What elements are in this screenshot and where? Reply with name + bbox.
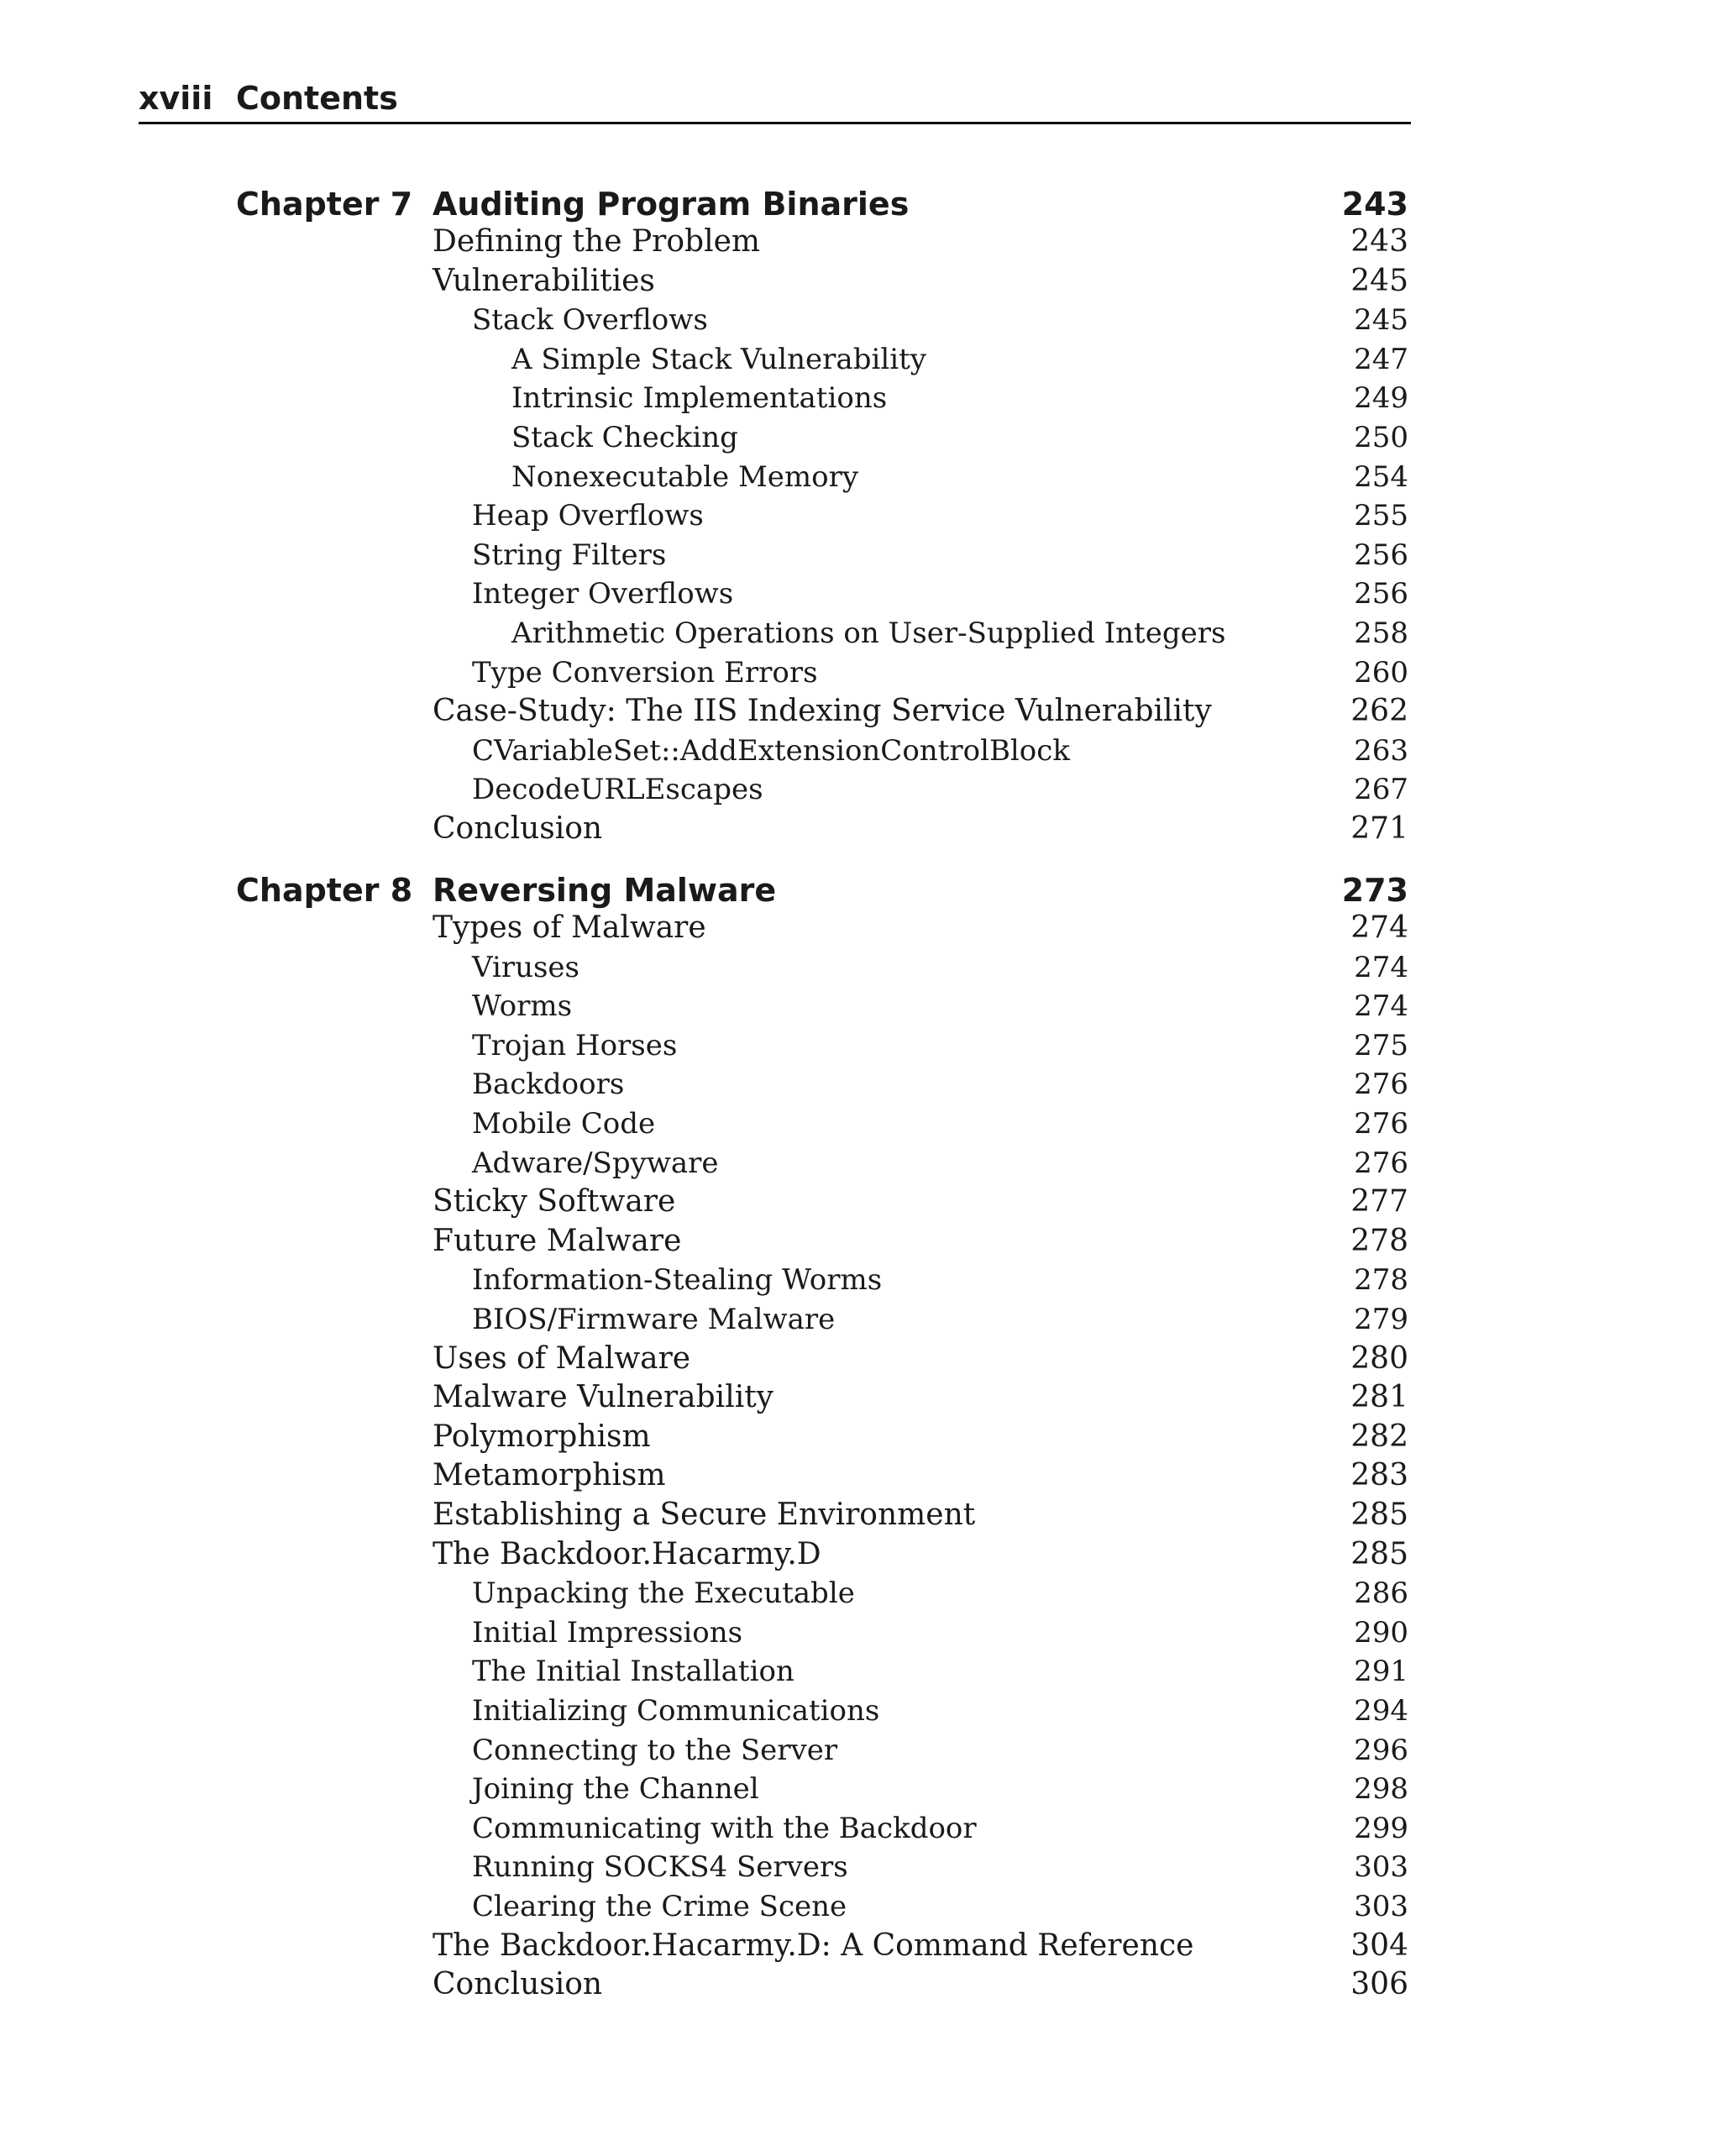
toc-entry-title: DecodeURLEscapes	[472, 773, 763, 807]
toc-entry[interactable]	[0, 1261, 1720, 1300]
toc-entry-title: Mobile Code	[472, 1107, 656, 1141]
toc-entry-page: 254	[1354, 459, 1408, 494]
toc-entry-page: 276	[1354, 1146, 1408, 1180]
toc-entry[interactable]	[0, 948, 1720, 988]
toc-entry-page: 296	[1354, 1733, 1408, 1767]
toc-entry[interactable]	[0, 1613, 1720, 1653]
toc-entry[interactable]	[0, 1340, 1720, 1379]
toc-entry-page: 256	[1354, 577, 1408, 611]
chapter-page-number: 243	[1341, 186, 1408, 223]
toc-entry[interactable]	[0, 1535, 1720, 1575]
chapter-label: Chapter 7	[236, 186, 413, 223]
toc-entry-page: 263	[1354, 733, 1408, 768]
toc-entry-page: 299	[1354, 1811, 1408, 1845]
toc-entry-title: The Backdoor.Hacarmy.D: A Command Reference	[433, 1928, 1194, 1963]
toc-entry-page: 280	[1350, 1340, 1408, 1376]
toc-entry-title: Intrinsic Implementations	[511, 381, 888, 416]
chapter-title: Reversing Malware	[433, 872, 777, 909]
toc-entry-page: 278	[1354, 1263, 1408, 1298]
toc-entry-page: 285	[1350, 1498, 1408, 1532]
toc-entry-title: Initial Impressions	[472, 1615, 743, 1650]
running-header	[139, 77, 1411, 124]
toc-entry[interactable]	[0, 1927, 1720, 1966]
toc-entry[interactable]	[0, 418, 1720, 458]
toc-entry[interactable]	[0, 1456, 1720, 1496]
toc-entry[interactable]	[0, 379, 1720, 418]
toc-entry-page: 256	[1354, 538, 1408, 572]
toc-entry-title: Nonexecutable Memory	[511, 459, 859, 494]
toc-entry[interactable]	[0, 1965, 1720, 2005]
toc-entry-title: Information-Stealing Worms	[472, 1263, 883, 1298]
chapter-heading[interactable]	[0, 869, 1720, 911]
toc-entry-page: 291	[1354, 1655, 1408, 1689]
toc-entry-page: 276	[1354, 1107, 1408, 1141]
toc-entry-title: Establishing a Secure Environment	[433, 1498, 976, 1532]
toc-entry-page: 276	[1354, 1068, 1408, 1102]
toc-entry-title: Case-Study: The IIS Indexing Service Vulnerability	[433, 694, 1212, 729]
toc-entry-title: Metamorphism	[433, 1458, 666, 1493]
toc-entry[interactable]	[0, 536, 1720, 575]
toc-entry[interactable]	[0, 614, 1720, 653]
toc-entry[interactable]	[0, 1418, 1720, 1457]
toc-entry-page: 262	[1350, 694, 1408, 729]
toc-entry[interactable]	[0, 1222, 1720, 1262]
toc-entry-page: 249	[1354, 381, 1408, 416]
toc-entry-page: 245	[1354, 303, 1408, 338]
toc-entry[interactable]	[0, 496, 1720, 536]
toc-entry[interactable]	[0, 1574, 1720, 1613]
toc-entry-title: Malware Vulnerability	[433, 1380, 774, 1415]
toc-entry[interactable]	[0, 770, 1720, 810]
toc-entry[interactable]	[0, 1300, 1720, 1340]
toc-entry-title: Uses of Malware	[433, 1340, 691, 1376]
toc-entry-title: Defining the Problem	[433, 224, 761, 259]
toc-entry[interactable]	[0, 301, 1720, 340]
toc-entry-title: The Backdoor.Hacarmy.D	[433, 1536, 821, 1571]
toc-entry[interactable]	[0, 1848, 1720, 1887]
toc-entry-page: 274	[1350, 910, 1408, 945]
toc-entry-page: 258	[1354, 616, 1408, 650]
toc-entry-title: Sticky Software	[433, 1184, 676, 1220]
toc-entry[interactable]	[0, 732, 1720, 771]
toc-entry-title: CVariableSet::AddExtensionControlBlock	[472, 733, 1070, 768]
toc-entry-page: 303	[1354, 1850, 1408, 1885]
toc-entry-page: 282	[1350, 1419, 1408, 1454]
toc-entry-title: Communicating with the Backdoor	[472, 1811, 977, 1845]
toc-entry-page: 281	[1350, 1380, 1408, 1415]
page-number: xviii	[139, 80, 213, 117]
toc-entry-title: Trojan Horses	[472, 1028, 678, 1062]
toc-entry[interactable]	[0, 1378, 1720, 1418]
toc-entry-title: Types of Malware	[433, 910, 706, 945]
toc-entry-page: 275	[1354, 1028, 1408, 1062]
toc-entry[interactable]	[0, 909, 1720, 948]
toc-entry[interactable]	[0, 1183, 1720, 1222]
toc-entry[interactable]	[0, 1652, 1720, 1692]
toc-entry[interactable]	[0, 1809, 1720, 1849]
toc-entry-page: 271	[1350, 811, 1408, 846]
toc-entry-page: 274	[1354, 950, 1408, 984]
toc-entry[interactable]	[0, 653, 1720, 693]
chapter-page-number: 273	[1341, 872, 1408, 909]
toc-entry-title: Arithmetic Operations on User-Supplied Integers	[511, 616, 1226, 650]
toc-entry-page: 255	[1354, 499, 1408, 533]
toc-entry-title: A Simple Stack Vulnerability	[511, 342, 926, 376]
toc-entry-title: Vulnerabilities	[433, 263, 655, 298]
toc-entry-title: Conclusion	[433, 811, 603, 846]
toc-entry-title: Unpacking the Executable	[472, 1576, 855, 1611]
toc-entry[interactable]	[0, 1887, 1720, 1927]
toc-entry-title: Clearing the Crime Scene	[472, 1890, 847, 1923]
toc-entry-title: Stack Overflows	[472, 303, 708, 338]
chapter-label: Chapter 8	[236, 872, 413, 909]
toc-entry[interactable]	[0, 1731, 1720, 1770]
toc-entry-page: 285	[1350, 1536, 1408, 1571]
toc-entry-title: Worms	[472, 989, 573, 1024]
toc-entry-title: Initializing Communications	[472, 1694, 880, 1728]
chapter-title: Auditing Program Binaries	[433, 186, 910, 223]
toc-entry-page: 306	[1350, 1967, 1408, 2002]
toc-entry-title: Viruses	[472, 950, 579, 984]
toc-entry-page: 304	[1350, 1928, 1408, 1963]
toc-entry[interactable]	[0, 810, 1720, 849]
toc-entry[interactable]	[0, 458, 1720, 497]
toc-entry-page: 286	[1354, 1576, 1408, 1611]
running-title: Contents	[236, 80, 398, 117]
toc-entry-title: Integer Overflows	[472, 577, 734, 611]
toc-entry[interactable]	[0, 987, 1720, 1026]
chapter-heading[interactable]	[0, 183, 1720, 225]
toc-entry[interactable]	[0, 1026, 1720, 1066]
toc-entry-title: Adware/Spyware	[472, 1146, 719, 1180]
toc-entry[interactable]	[0, 262, 1720, 302]
toc-entry-title: Connecting to the Server	[472, 1733, 838, 1767]
toc-entry-title: Type Conversion Errors	[472, 655, 818, 690]
toc-entry-page: 250	[1354, 421, 1408, 454]
toc-entry-title: Conclusion	[433, 1967, 603, 2002]
toc-entry-title: String Filters	[472, 538, 667, 572]
toc-entry-title: Backdoors	[472, 1068, 625, 1102]
toc-entry[interactable]	[0, 692, 1720, 732]
toc-entry-page: 290	[1354, 1615, 1408, 1650]
toc-entry-page: 298	[1354, 1772, 1408, 1807]
toc-entry-page: 267	[1354, 773, 1408, 807]
toc-entry-title: Running SOCKS4 Servers	[472, 1850, 848, 1885]
toc-entry-page: 247	[1354, 342, 1408, 376]
toc-entry-page: 260	[1354, 655, 1408, 690]
toc-entry-page: 243	[1350, 224, 1408, 259]
toc-entry-page: 274	[1354, 989, 1408, 1024]
toc-entry[interactable]	[0, 1104, 1720, 1144]
toc-entry[interactable]	[0, 1065, 1720, 1104]
toc-entry-title: Future Malware	[433, 1223, 682, 1258]
toc-entry-page: 277	[1350, 1184, 1408, 1220]
toc-entry-title: The Initial Installation	[472, 1655, 794, 1689]
toc-entry-page: 279	[1354, 1303, 1408, 1336]
toc-entry-page: 245	[1350, 263, 1408, 298]
toc-entry[interactable]	[0, 1770, 1720, 1809]
toc-entry[interactable]	[0, 1692, 1720, 1731]
toc-entry-title: BIOS/Firmware Malware	[472, 1303, 836, 1336]
toc-entry-title: Stack Checking	[511, 421, 738, 454]
toc-entry-page: 283	[1350, 1458, 1408, 1493]
toc-entry[interactable]	[0, 1144, 1720, 1183]
toc-entry[interactable]	[0, 1496, 1720, 1535]
toc-entry-page: 294	[1354, 1694, 1408, 1728]
toc-entry-title: Joining the Channel	[472, 1772, 759, 1807]
toc-entry[interactable]	[0, 574, 1720, 614]
toc-entry[interactable]	[0, 340, 1720, 380]
toc-entry-title: Heap Overflows	[472, 499, 704, 533]
toc-entry-page: 303	[1354, 1890, 1408, 1923]
toc-entry-page: 278	[1350, 1223, 1408, 1258]
toc-entry-title: Polymorphism	[433, 1419, 651, 1454]
toc-entry[interactable]	[0, 223, 1720, 262]
